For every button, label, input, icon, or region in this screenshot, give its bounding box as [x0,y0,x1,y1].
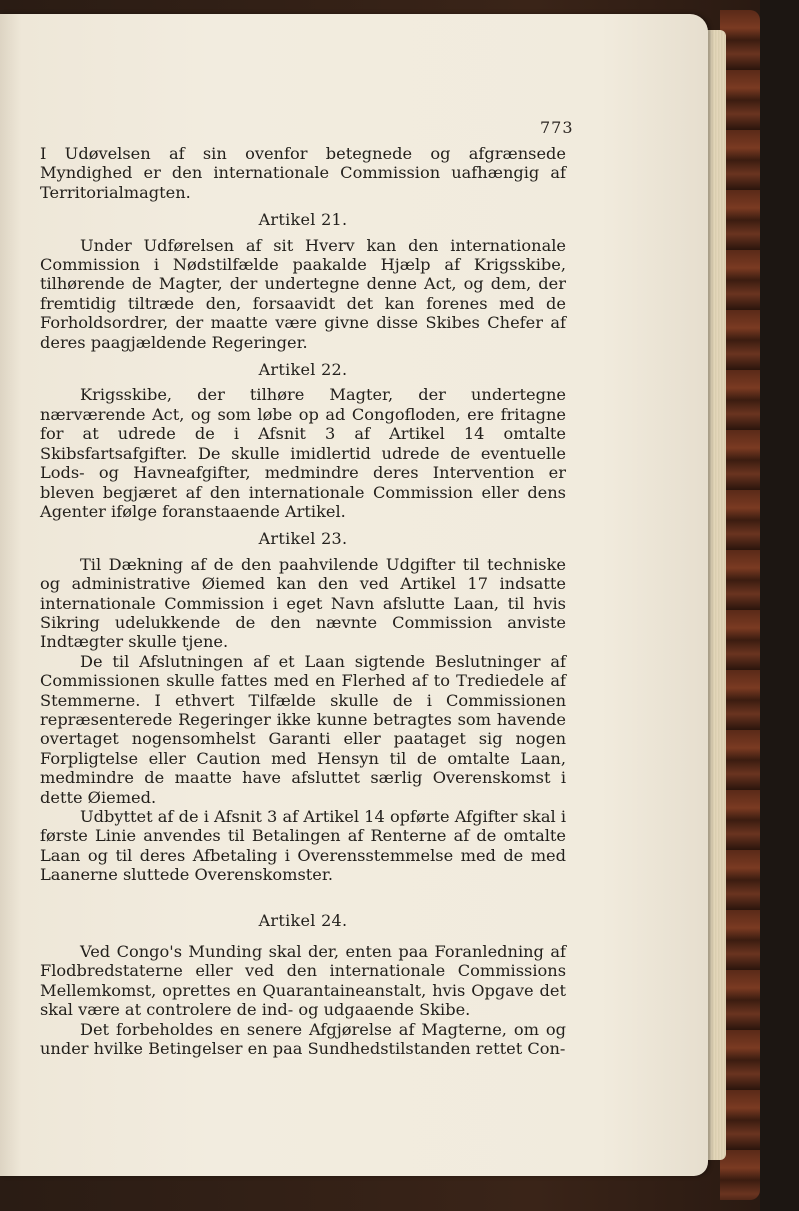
article-heading: Artikel 24. [258,910,348,930]
paragraph: I Udøvelsen af sin ovenfor betegnede og afgrænsede Myndighed er den internationale Commission uafhængig af Territorialmagten. [40,144,566,202]
paragraph: Krigsskibe, der tilhøre Magter, der undertegne nærværende Act, og som løbe op ad Congofloden, ere fritagne for at udrede de i Afsnit 3 af Artikel 14 omtalte Skibsfartsafgifter. De skulle imidlertid udrede de eventuelle Lods- og Havneafgifter, medmindre deres Intervention er bleven begjæret af den internationale Commission eller dens Agenter ifølge foranstaaende Artikel. [40,385,566,521]
paragraph: Ved Congo's Munding skal der, enten paa Foranledning af Flodbredstaterne eller ved den internationale Commissions Mellemkomst, oprettes en Quarantaineanstalt, hvis Opgave det skal være at controlere de ind- og udgaaende Skibe. [40,942,566,1020]
paragraph: De til Afslutningen af et Laan sigtende Beslutninger af Commissionen skulle fattes med en Flerhed af to Trediedele af Stemmerne. I ethvert Tilfælde skulle de i Commissionen repræsenterede Regeringer ikke kunne betragtes som havende overtaget nogensomhelst Garanti eller paataget sig nogen Forpligtelse eller Caution med Hensyn til de omtalte Laan, medmindre de maatte have afsluttet særlig Overenskomst i dette Øiemed. [40,651,566,807]
page-text [40,144,566,1058]
article-heading: Artikel 22. [258,360,348,380]
article-heading: Artikel 21. [258,210,348,230]
paragraph: Under Udførelsen af sit Hverv kan den internationale Commission i Nødstilfælde paakalde Hjælp af Krigsskibe, tilhørende de Magter, der undertegne denne Act, og dem, der fremtidig tiltræde den, forsaavidt det kan forenes med de Forholdsordrer, der maatte være givne disse Skibes Chefer af deres paagjældende Regeringer. [40,235,566,352]
paragraph: Det forbeholdes en senere Afgjørelse af Magterne, om og under hvilke Betingelser en paa Sundhedstilstanden rettet Con- [40,1019,566,1059]
book-spine [720,10,760,1200]
paragraph: Udbyttet af de i Afsnit 3 af Artikel 14 opførte Afgifter skal i første Linie anvendes til Betalingen af Renterne af de omtalte Laan og til deres Afbetaling i Overensstemmelse med de med Laanerne sluttede Overenskomster. [40,807,566,885]
page-number: 773 [540,118,574,137]
article-heading: Artikel 23. [258,529,348,549]
paragraph: Til Dækning af de den paahvilende Udgifter til techniske og administrative Øiemed kan den ved Artikel 17 indsatte internationale Commission i eget Navn afslutte Laan, til hvis Sikring udelukkende de den nævnte Commission anviste Indtægter skulle tjene. [40,554,566,652]
